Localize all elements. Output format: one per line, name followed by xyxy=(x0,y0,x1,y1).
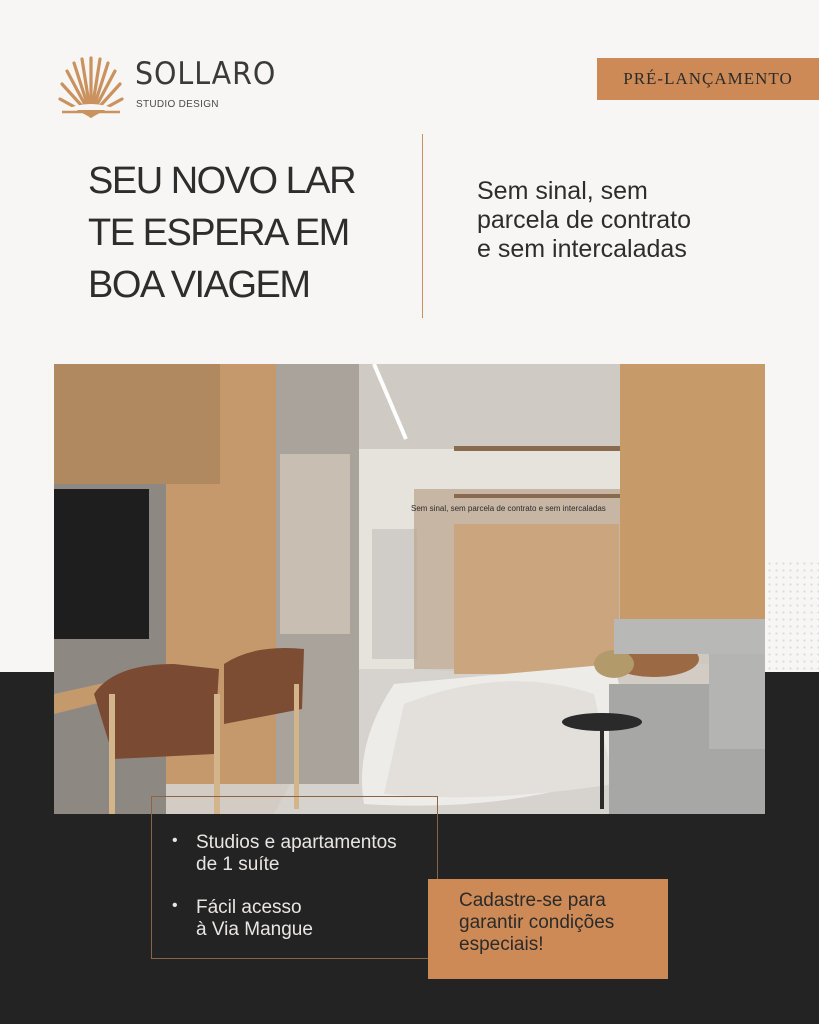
feature-item xyxy=(196,832,397,876)
cta-line: especiais! xyxy=(459,934,544,955)
dot-pattern-decoration xyxy=(759,560,819,670)
brand-logo xyxy=(58,52,288,122)
bullet-icon: • xyxy=(172,897,178,914)
brand-subtitle: STUDIO DESIGN xyxy=(136,99,219,110)
feature-line: à Via Mangue xyxy=(196,919,313,940)
bullet-icon: • xyxy=(172,832,178,849)
headline xyxy=(88,155,408,311)
headline-line: TE ESPERA EM xyxy=(88,212,349,254)
tagline-line: e sem intercaladas xyxy=(477,235,687,263)
brand-name: SOLLARO xyxy=(135,56,277,92)
feature-item xyxy=(196,897,313,941)
tagline-line: Sem sinal, sem xyxy=(477,177,648,205)
studio-interior-photo xyxy=(54,364,765,814)
headline-line: BOA VIAGEM xyxy=(88,264,310,306)
feature-line: Studios e apartamentos xyxy=(196,832,397,853)
tagline xyxy=(477,177,777,264)
cta-line: Cadastre-se para xyxy=(459,890,606,911)
pre-launch-badge: PRÉ-LANÇAMENTO xyxy=(597,58,819,100)
photo-caption: Sem sinal, sem parcela de contrato e sem intercaladas xyxy=(411,504,606,513)
sun-rays-logo-icon xyxy=(58,54,124,118)
interior-illustration xyxy=(54,364,765,814)
cta-line: garantir condições xyxy=(459,912,615,933)
feature-line: Fácil acesso xyxy=(196,897,302,918)
cta-box xyxy=(428,879,668,979)
vertical-divider xyxy=(422,134,423,318)
tagline-line: parcela de contrato xyxy=(477,206,692,234)
feature-line: de 1 suíte xyxy=(196,854,280,875)
headline-line: SEU NOVO LAR xyxy=(88,160,356,202)
